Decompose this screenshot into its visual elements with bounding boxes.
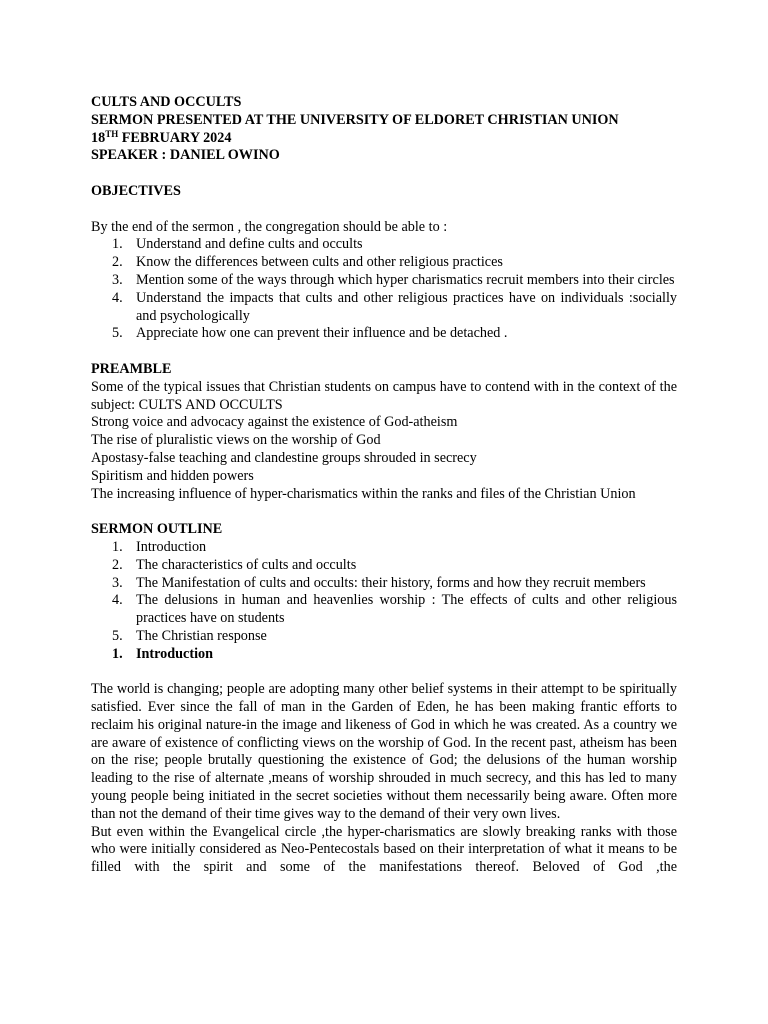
date-suffix: TH bbox=[105, 128, 119, 139]
outline-list bbox=[91, 539, 677, 664]
list-item: 2. Know the differences between cults and other religious practices bbox=[112, 254, 503, 271]
date-day: 18 bbox=[91, 129, 106, 146]
document-title: CULTS AND OCCULTS bbox=[91, 94, 242, 110]
list-item: 5. The Christian response bbox=[112, 627, 267, 644]
list-item: 5. Appreciate how one can prevent their influence and be detached . bbox=[112, 325, 508, 342]
list-item: 2. The characteristics of cults and occults bbox=[112, 556, 357, 573]
list-item: 1. Introduction bbox=[112, 538, 207, 555]
objectives-heading: OBJECTIVES bbox=[91, 182, 181, 199]
list-item: 4. Understand the impacts that cults and other religious practices have on individuals :socially and psychologically bbox=[112, 289, 677, 324]
list-item: 1. Understand and define cults and occults bbox=[112, 236, 363, 253]
list-item: 3. The Manifestation of cults and occults: their history, forms and how they recruit members bbox=[112, 574, 646, 591]
sermon-venue: SERMON PRESENTED AT THE UNIVERSITY OF ELDORET CHRISTIAN UNION bbox=[91, 111, 619, 128]
preamble-line: Apostasy-false teaching and clandestine groups shrouded in secrecy bbox=[91, 449, 477, 466]
section-heading-introduction: 1. Introduction bbox=[112, 645, 213, 662]
speaker-line: SPEAKER : DANIEL OWINO bbox=[91, 147, 280, 164]
outline-heading: SERMON OUTLINE bbox=[91, 521, 223, 538]
list-item: 3. Mention some of the ways through which hyper charismatics recruit members into their circles bbox=[112, 271, 675, 288]
document-page bbox=[91, 94, 677, 877]
date-month-year: FEBRUARY 2024 bbox=[118, 129, 232, 146]
list-item: 4. The delusions in human and heavenlies worship : The effects of cults and other religious practices have on students bbox=[112, 592, 677, 627]
objectives-intro: By the end of the sermon , the congregation should be able to : bbox=[91, 218, 448, 235]
preamble-line: Spiritism and hidden powers bbox=[91, 467, 254, 484]
preamble-line: Some of the typical issues that Christian students on campus have to contend with in the context of the subject: CULTS AND OCCULTS bbox=[91, 378, 677, 413]
preamble-heading: PREAMBLE bbox=[91, 360, 172, 377]
document-header bbox=[91, 94, 677, 165]
preamble-line: Strong voice and advocacy against the existence of God-atheism bbox=[91, 414, 458, 431]
preamble-line: The increasing influence of hyper-charismatics within the ranks and files of the Christian Union bbox=[91, 485, 636, 502]
sermon-date bbox=[91, 130, 677, 148]
introduction-paragraph: The world is changing; people are adopting many other belief systems in their attempt to be spiritually satisfied. Ever since the fall of man in the Garden of Eden, he has been making frantic efforts to reclaim his original nature-in the image and likeness of God in which he was created. As a country we are aware of existence of conflicting views on the worship of God. In the recent past, atheism has been on the rise; people brutally questioning the existence of God; the delusions of the human worship leading to the rise of alternate ,means of worship shrouded in much secrecy, and this has led to many young people being initiated in the secret societies without them necessarily being aware. Often more than not the demand of their time gives way to the demand of their very own lives. bbox=[91, 681, 677, 822]
objectives-list bbox=[91, 236, 677, 343]
introduction-paragraph: But even within the Evangelical circle ,the hyper-charismatics are slowly breaking ranks with those who were initially considered as Neo-Pentecostals based on their interpretation of what it means to be filled with the spirit and some of the manifestations thereof. Beloved of God ,the bbox=[91, 823, 677, 876]
preamble-line: The rise of pluralistic views on the worship of God bbox=[91, 432, 381, 449]
preamble-body bbox=[91, 379, 677, 504]
